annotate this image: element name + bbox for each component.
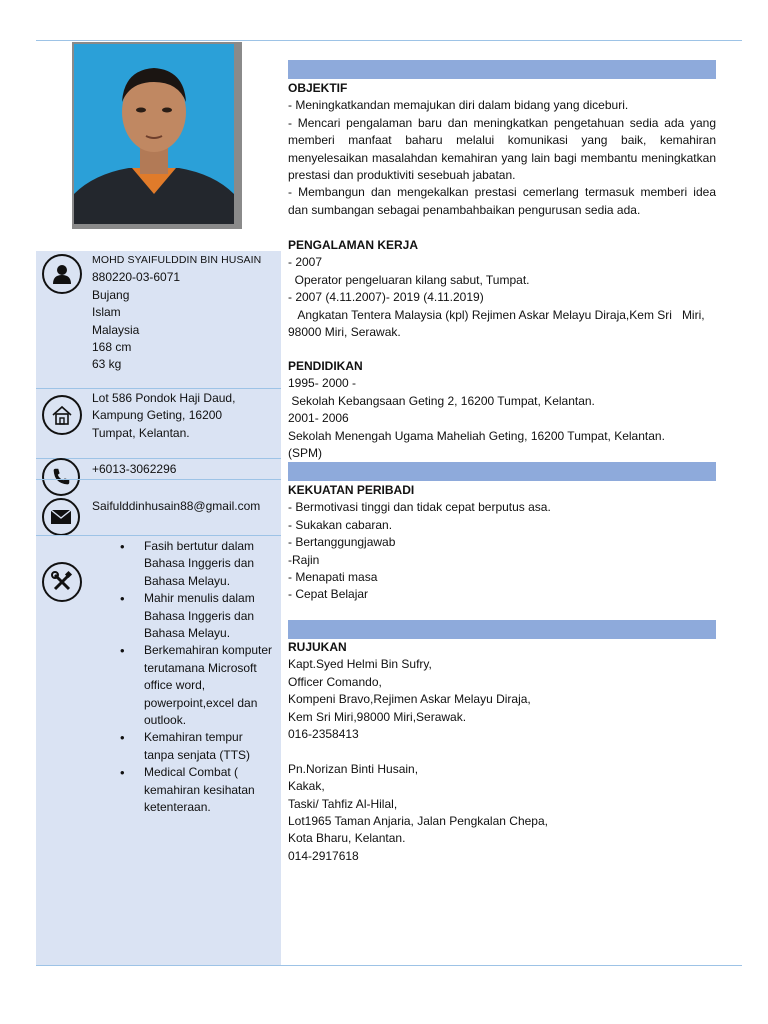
personal-info [92, 252, 261, 374]
profile-photo [74, 44, 234, 224]
pendidikan-line: 1995- 2000 - [288, 376, 357, 391]
reference-line: Kompeni Bravo,Rejimen Askar Melayu Diraja, [288, 692, 531, 707]
list-item: -Rajin [288, 552, 320, 567]
objektif-paragraph: - Mencari pengalaman baru dan meningkatkan pengetahuan sedia ada yang memberi manfaat baharu melalui komunikasi yang baik, kemahiran menyelesaikan masalahdan kemahiran yang lain bagi membantu meningkatkan prestasi dan produktiviti sesebuah jabatan. [288, 115, 716, 183]
bottom-rule [36, 965, 742, 966]
pengalaman-line: - 2007 [288, 255, 323, 270]
list-item: - Cepat Belajar [288, 587, 369, 602]
profile-photo-frame [72, 42, 242, 229]
reference-line: Kakak, [288, 779, 325, 794]
email-address: Saifulddinhusain88@gmail.com [92, 499, 261, 513]
reference-line: Lot1965 Taman Anjaria, Jalan Pengkalan Chepa, [288, 814, 548, 829]
section-title: PENDIDIKAN [288, 359, 363, 373]
list-item: • Berkemahiran komputer terutamana Microsoft office word, powerpoint,excel dan outlook. [120, 642, 275, 729]
pengalaman-line: 98000 Miri, Serawak. [288, 325, 401, 340]
section-title: PENGALAMAN KERJA [288, 238, 419, 252]
address-line: Tumpat, Kelantan. [92, 425, 190, 440]
phone-number: +6013-3062296 [92, 462, 177, 476]
ic-number: 880220-03-6071 [92, 270, 181, 285]
reference-line: Officer Comando, [288, 674, 382, 689]
full-name: MOHD SYAIFULDDIN BIN HUSAIN [92, 254, 262, 266]
pendidikan-line: 2001- 2006 [288, 411, 349, 426]
reference-line: 014-2917618 [288, 848, 359, 863]
address-line: Kampung Geting, 16200 [92, 408, 223, 423]
pengalaman-section [288, 237, 716, 341]
pendidikan-line: (SPM) [288, 446, 322, 461]
section-title: KEKUATAN PERIBADI [288, 483, 415, 497]
email-icon [42, 498, 80, 536]
pengalaman-line: Operator pengeluaran kilang sabut, Tumpat. [288, 272, 530, 287]
reference-line: Kem Sri Miri,98000 Miri,Serawak. [288, 709, 467, 724]
objektif-section [288, 80, 716, 219]
kekuatan-section [288, 482, 716, 604]
top-rule [36, 40, 742, 41]
section-bar [288, 620, 716, 639]
reference-line: Kapt.Syed Helmi Bin Sufry, [288, 657, 432, 672]
list-item: • Fasih bertutur dalam Bahasa Inggeris dan Bahasa Melayu. [120, 538, 275, 590]
list-item: • Kemahiran tempur tanpa senjata (TTS) [120, 729, 275, 764]
list-item: • Medical Combat ( kemahiran kesihatan ketenteraan. [120, 764, 275, 816]
rujukan-section [288, 639, 716, 865]
weight: 63 kg [92, 357, 122, 372]
address [92, 390, 235, 442]
nationality: Malaysia [92, 322, 140, 337]
height: 168 cm [92, 340, 132, 355]
tools-icon [42, 562, 82, 602]
reference-line: Kota Bharu, Kelantan. [288, 831, 406, 846]
pendidikan-line: Sekolah Kebangsaan Geting 2, 16200 Tumpat, Kelantan. [288, 393, 595, 408]
list-item: - Bertanggungjawab [288, 535, 396, 550]
marital-status: Bujang [92, 287, 130, 302]
pendidikan-line: Sekolah Menengah Ugama Maheliah Geting, 16200 Tumpat, Kelantan. [288, 428, 665, 443]
list-item: - Menapati masa [288, 570, 378, 585]
pengalaman-line: Angkatan Tentera Malaysia (kpl) Rejimen Askar Melayu Diraja,Kem Sri Miri, [288, 307, 705, 322]
skills-list [120, 538, 275, 817]
reference-line: 016-2358413 [288, 727, 359, 742]
phone-block [92, 461, 176, 478]
sidebar-divider [36, 458, 281, 459]
sidebar-divider [36, 479, 281, 480]
pendidikan-section [288, 358, 716, 462]
list-item: • Mahir menulis dalam Bahasa Inggeris dan Bahasa Melayu. [120, 590, 275, 642]
sidebar-divider [36, 388, 281, 389]
list-item: - Sukakan cabaran. [288, 517, 393, 532]
sidebar-divider [36, 535, 281, 536]
phone-icon [42, 458, 80, 496]
religion: Islam [92, 305, 121, 320]
email-block [92, 498, 260, 515]
objektif-paragraph: - Membangun dan mengekalkan prestasi cemerlang termasuk memberi idea dan sumbangan sebagai penambahbaikan pengurusan sedia ada. [288, 185, 716, 217]
home-icon [42, 395, 82, 435]
section-bar [288, 60, 716, 79]
section-title: OBJEKTIF [288, 81, 348, 95]
objektif-line: - Meningkatkandan memajukan diri dalam bidang yang diceburi. [288, 98, 629, 113]
pengalaman-line: - 2007 (4.11.2007)- 2019 (4.11.2019) [288, 290, 484, 305]
person-icon [42, 254, 82, 294]
section-bar [288, 462, 716, 481]
list-item: - Bermotivasi tinggi dan tidak cepat berputus asa. [288, 500, 551, 515]
section-title: RUJUKAN [288, 640, 347, 654]
reference-line: Pn.Norizan Binti Husain, [288, 761, 419, 776]
address-line: Lot 586 Pondok Haji Daud, [92, 391, 236, 405]
reference-line: Taski/ Tahfiz Al-Hilal, [288, 796, 398, 811]
